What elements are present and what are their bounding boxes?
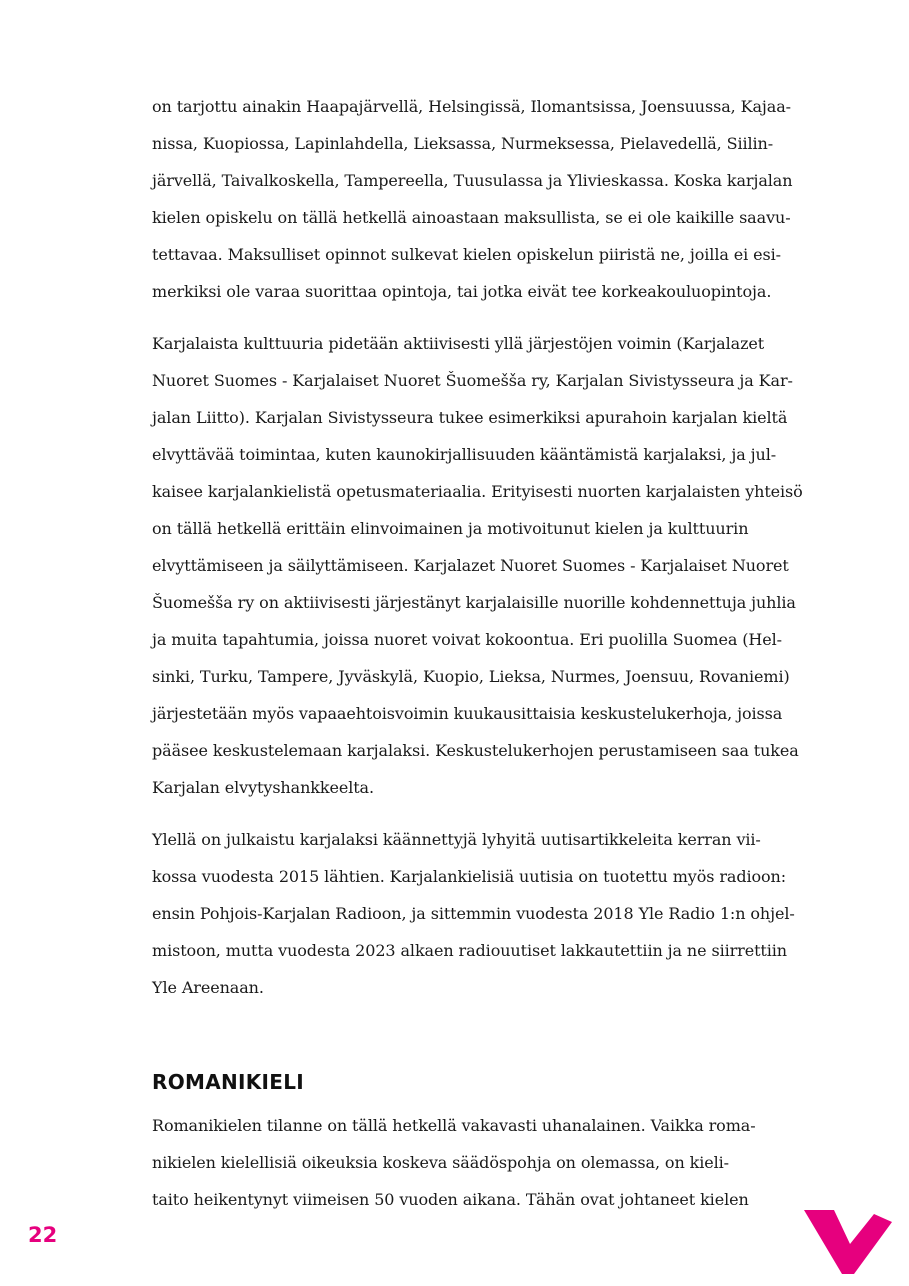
text-line: sinki, Turku, Tampere, Jyväskylä, Kuopio, Lieksa, Nurmes, Joensuu, Rovaniemi): [152, 667, 790, 686]
paragraph-karelian-culture: [152, 325, 832, 806]
text-line: ensin Pohjois-Karjalan Radioon, ja sittemmin vuodesta 2018 Yle Radio 1:n ohjel-: [152, 904, 795, 923]
text-line: kielen opiskelu on tällä hetkellä ainoastaan maksullista, se ei ole kaikille saavu-: [152, 208, 791, 227]
text-line: Romanikielen tilanne on tällä hetkellä vakavasti uhanalainen. Vaikka roma-: [152, 1116, 756, 1135]
paragraph-yle-news: [152, 821, 832, 1006]
text-line: Yle Areenaan.: [152, 978, 264, 997]
text-line: järjestetään myös vapaaehtoisvoimin kuukausittaisia keskustelukerhoja, joissa: [152, 704, 783, 723]
text-line: tettavaa. Maksulliset opinnot sulkevat kielen opiskelun piiristä ne, joilla ei esi-: [152, 245, 781, 264]
text-line: jalan Liitto). Karjalan Sivistysseura tukee esimerkiksi apurahoin karjalan kieltä: [152, 408, 788, 427]
text-line: Nuoret Suomes - Karjalaiset Nuoret Šuomeššа ry, Karjalan Sivistysseura ja Kar-: [152, 371, 793, 390]
text-line: Karjalaista kulttuuria pidetään aktiivisesti yllä järjestöjen voimin (Karjalazet: [152, 334, 765, 353]
page-number: 22: [28, 1223, 58, 1247]
text-line: kossa vuodesta 2015 lähtien. Karjalankielisiä uutisia on tuotettu myös radioon:: [152, 867, 787, 886]
article-body: [152, 88, 832, 1218]
paragraph-romani-status: [152, 1107, 832, 1218]
text-line: elvyttämiseen ja säilyttämiseen. Karjalazet Nuoret Suomes - Karjalaiset Nuoret: [152, 556, 789, 575]
text-line: on tarjottu ainakin Haapajärvellä, Helsingissä, Ilomantsissa, Joensuussa, Kajaa-: [152, 97, 791, 116]
text-line: nikielen kielellisiä oikeuksia koskeva säädöspohja on olemassa, on kieli-: [152, 1153, 729, 1172]
text-line: ja muita tapahtumia, joissa nuoret voivat kokoontua. Eri puolilla Suomea (Hel-: [152, 630, 782, 649]
text-line: taito heikentynyt viimeisen 50 vuoden aikana. Tähän ovat johtaneet kielen: [152, 1190, 749, 1209]
text-line: elvyttävää toimintaa, kuten kaunokirjallisuuden kääntämistä karjalaksi, ja jul-: [152, 445, 777, 464]
paragraph-course-locations: [152, 88, 832, 310]
section-heading-romanikieli: ROMANIKIELI: [152, 1070, 305, 1094]
text-line: järvellä, Taivalkoskella, Tampereella, Tuusulassa ja Ylivieskassa. Koska karjalan: [152, 171, 793, 190]
text-line: pääsee keskustelemaan karjalaksi. Keskustelukerhojen perustamiseen saa tukea: [152, 741, 799, 760]
text-line: mistoon, mutta vuodesta 2023 alkaen radiouutiset lakkautettiin ja ne siirrettiin: [152, 941, 788, 960]
text-line: Ylellä on julkaistu karjalaksi käännettyjä lyhyitä uutisartikkeleita kerran vii-: [152, 830, 761, 849]
text-line: nissa, Kuopiossa, Lapinlahdella, Lieksassa, Nurmeksessa, Pielavedellä, Siilin-: [152, 134, 774, 153]
text-line: on tällä hetkellä erittäin elinvoimainen ja motivoitunut kielen ja kulttuurin: [152, 519, 749, 538]
text-line: Šuomeššа ry on aktiivisesti järjestänyt karjalaisille nuorille kohdennettuja juhlia: [152, 593, 796, 612]
text-line: kaisee karjalankielistä opetusmateriaalia. Erityisesti nuorten karjalaisten yhteisö: [152, 482, 803, 501]
pink-check-logo-icon: [804, 1206, 892, 1274]
text-line: Karjalan elvytyshankkeelta.: [152, 778, 374, 797]
text-line: merkiksi ole varaa suorittaa opintoja, tai jotka eivät tee korkeakouluopintoja.: [152, 282, 772, 301]
